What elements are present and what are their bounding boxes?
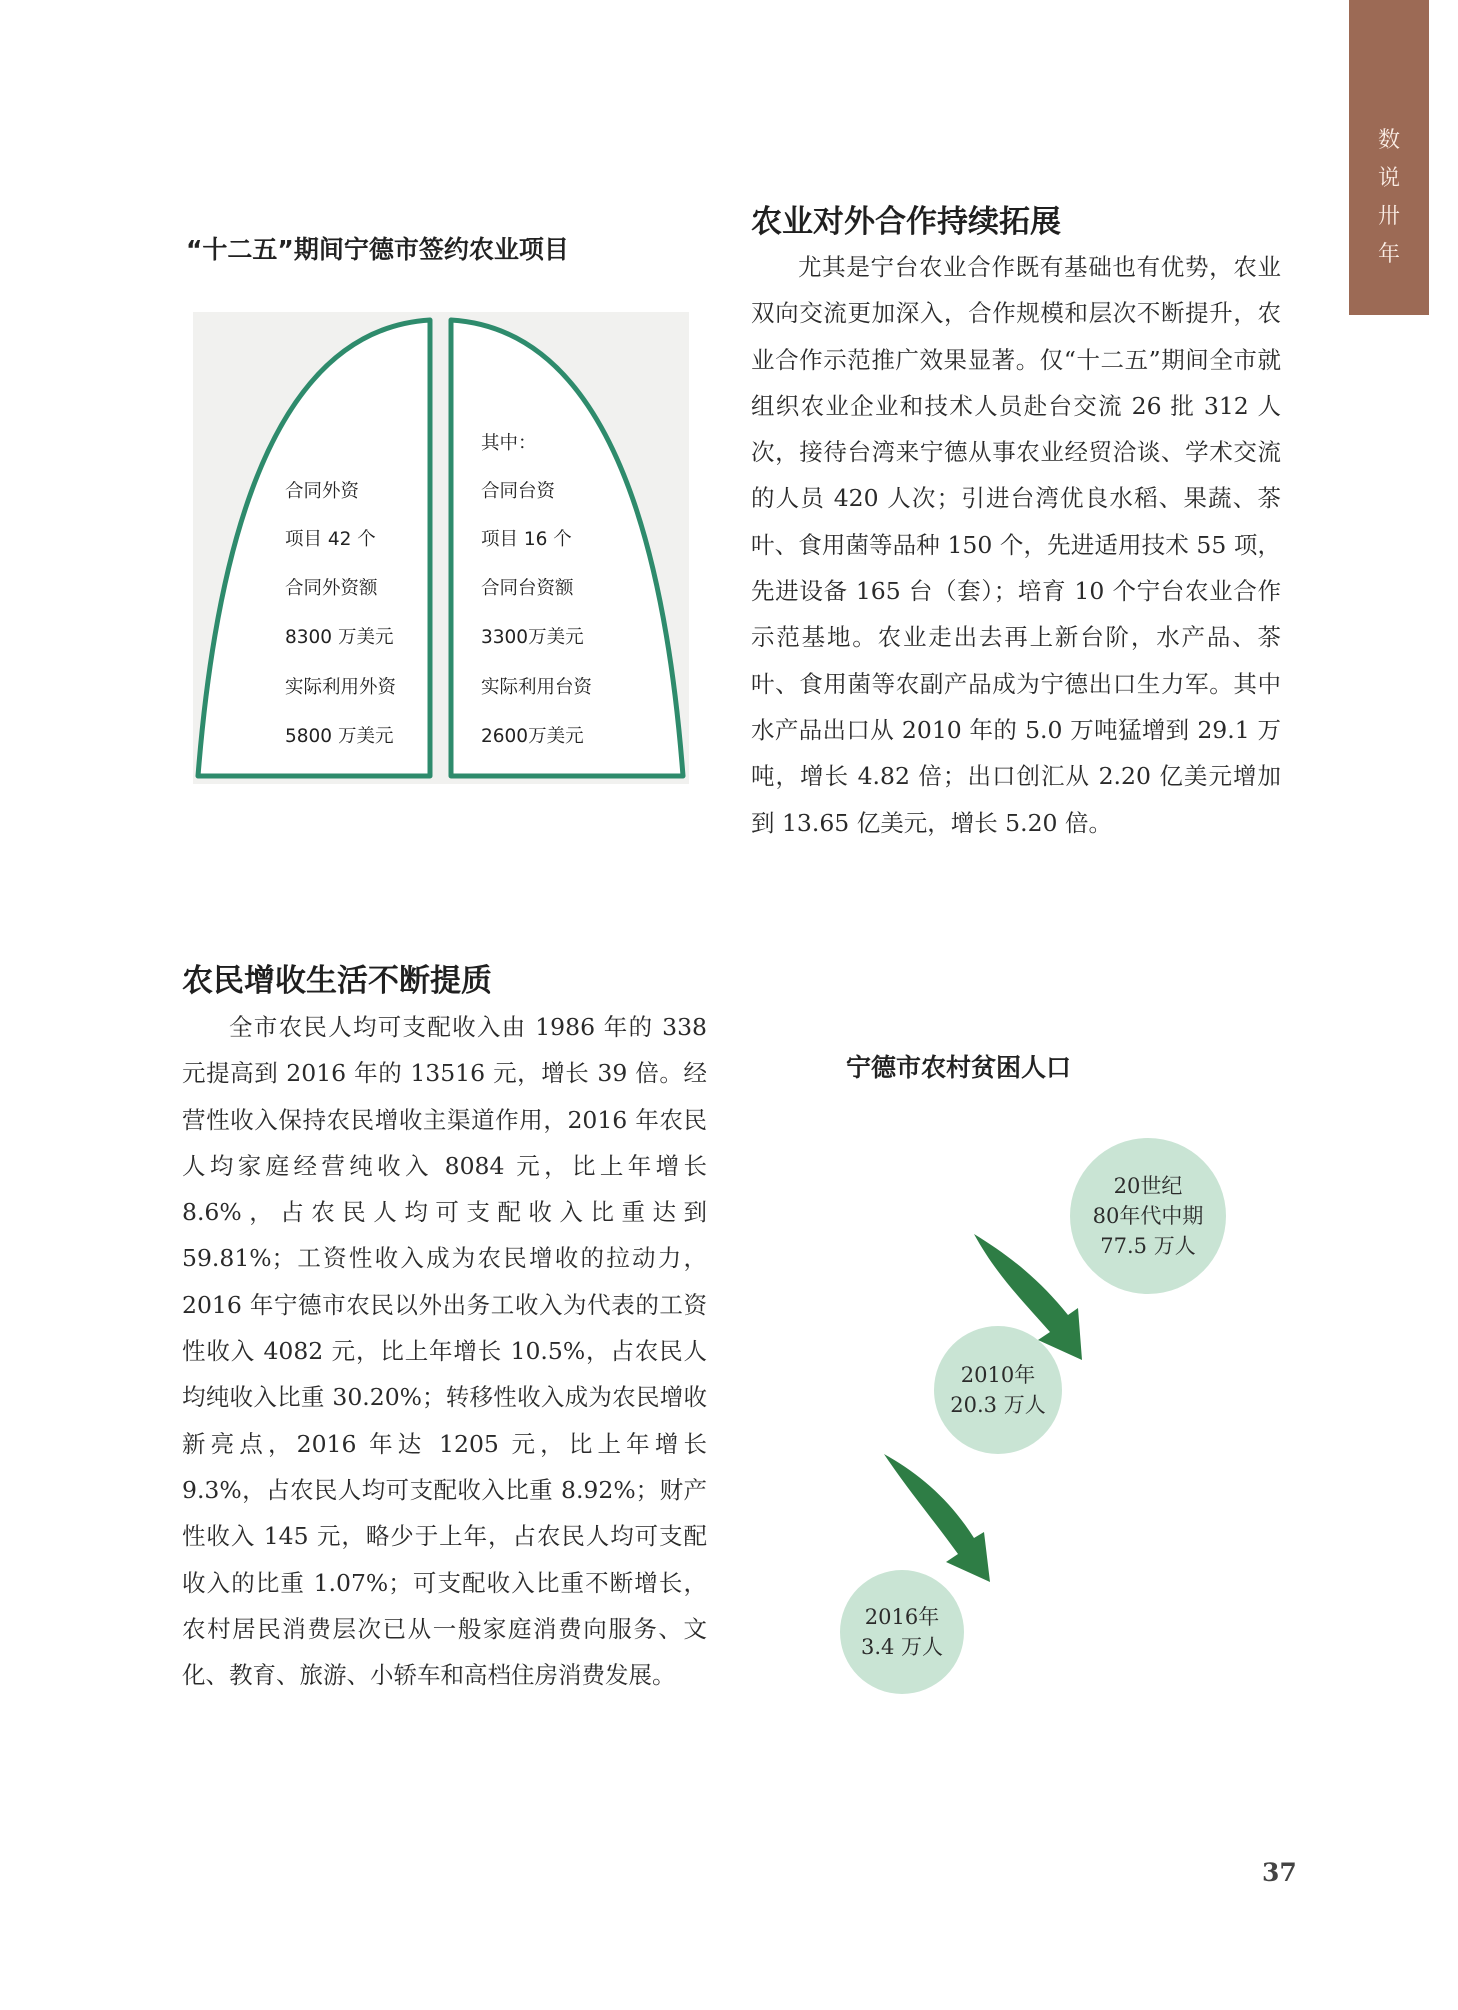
section2-body xyxy=(182,1004,707,1698)
circle-line: 3.4 万人 xyxy=(860,1635,944,1659)
section2-title: 农民增收生活不断提质 xyxy=(182,963,492,999)
poverty-circle-2016 xyxy=(840,1570,964,1694)
section2-paragraph: 全市农民人均可支配收入由 1986 年的 338 元提高到 2016 年的 13516 元，增长 39 倍。经营性收入保持农民增收主渠道作用，2016 年农民人均家庭经营纯收入 8084 元，比上年增长 8.6%，占农民人均可支配收入比重达到 59.81%；工资性收入成为农民增收的拉动力，2016 年宁德市农民以外出务工收入为代表的工资性收入 4082 元，比上年增长 10.5%，占农民人均纯收入比重 30.20%；转移性收入成为农民增收新亮点，2016 年达 1205 元，比上年增长 9.3%，占农民人均可支配收入比重 8.92%；财产性收入 145 元，略少于上年，占农民人均可支配收入的比重 1.07%；可支配收入比重不断增长，农村居民消费层次已从一般家庭消费向服务、文化、教育、旅游、小轿车和高档住房消费发展。 xyxy=(182,1013,707,1690)
left-arch-line: 合同外资额 xyxy=(285,578,378,599)
side-tab-char: 年 xyxy=(1377,242,1400,267)
figure1-title: “十二五”期间宁德市签约农业项目 xyxy=(186,235,569,264)
right-arch-line: 3300万美元 xyxy=(481,627,584,648)
side-tab-char: 数 xyxy=(1377,128,1400,153)
left-arch-line: 8300 万美元 xyxy=(285,627,394,648)
right-arch-line: 项目 16 个 xyxy=(481,529,572,550)
left-arch-line: 5800 万美元 xyxy=(285,726,394,747)
right-arch-line: 合同台资额 xyxy=(481,578,574,599)
figure2-title: 宁德市农村贫困人口 xyxy=(846,1053,1072,1082)
circle-line: 80年代中期 xyxy=(1092,1204,1204,1228)
figure1-arch-panel xyxy=(193,312,689,784)
arch-frames xyxy=(193,312,689,784)
poverty-circle-2010 xyxy=(934,1326,1062,1454)
circle-line: 2010年 xyxy=(960,1363,1036,1387)
right-arch-header: 其中： xyxy=(481,433,537,454)
section1-body xyxy=(751,244,1281,846)
left-arch-line: 项目 42 个 xyxy=(285,529,376,550)
side-tab-char: 卅 xyxy=(1377,204,1400,229)
poverty-circle-1980s xyxy=(1070,1138,1226,1294)
right-arch-line: 2600万美元 xyxy=(481,726,584,747)
right-arch-line: 合同台资 xyxy=(481,481,556,502)
circle-line: 2016年 xyxy=(864,1605,940,1629)
left-arch-line: 合同外资 xyxy=(285,481,360,502)
circle-line: 20世纪 xyxy=(1113,1174,1183,1198)
left-arch-line: 实际利用外资 xyxy=(285,677,397,698)
section1-paragraph: 尤其是宁台农业合作既有基础也有优势，农业双向交流更加深入，合作规模和层次不断提升，农业合作示范推广效果显著。仅“十二五”期间全市就组织农业企业和技术人员赴台交流 26 批 312 人次，接待台湾来宁德从事农业经贸洽谈、学术交流的人员 420 人次；引进台湾优良水稻、果蔬、茶叶、食用菌等品种 150 个，先进适用技术 55 项，先进设备 165 台（套）；培育 10 个宁台农业合作示范基地。农业走出去再上新台阶，水产品、茶叶、食用菌等农副产品成为宁德出口生力军。其中水产品出口从 2010 年的 5.0 万吨猛增到 29.1 万吨，增长 4.82 倍；出口创汇从 2.20 亿美元增加到 13.65 亿美元，增长 5.20 倍。 xyxy=(751,253,1281,837)
page-number: 37 xyxy=(1262,1858,1297,1887)
right-arch-line: 实际利用台资 xyxy=(481,677,593,698)
side-tab-char: 说 xyxy=(1377,166,1400,191)
chapter-side-tab xyxy=(1349,0,1429,315)
circle-line: 20.3 万人 xyxy=(950,1393,1046,1417)
arrow-icon xyxy=(884,1454,990,1582)
circle-line: 77.5 万人 xyxy=(1100,1234,1196,1258)
section1-title: 农业对外合作持续拓展 xyxy=(751,204,1061,240)
